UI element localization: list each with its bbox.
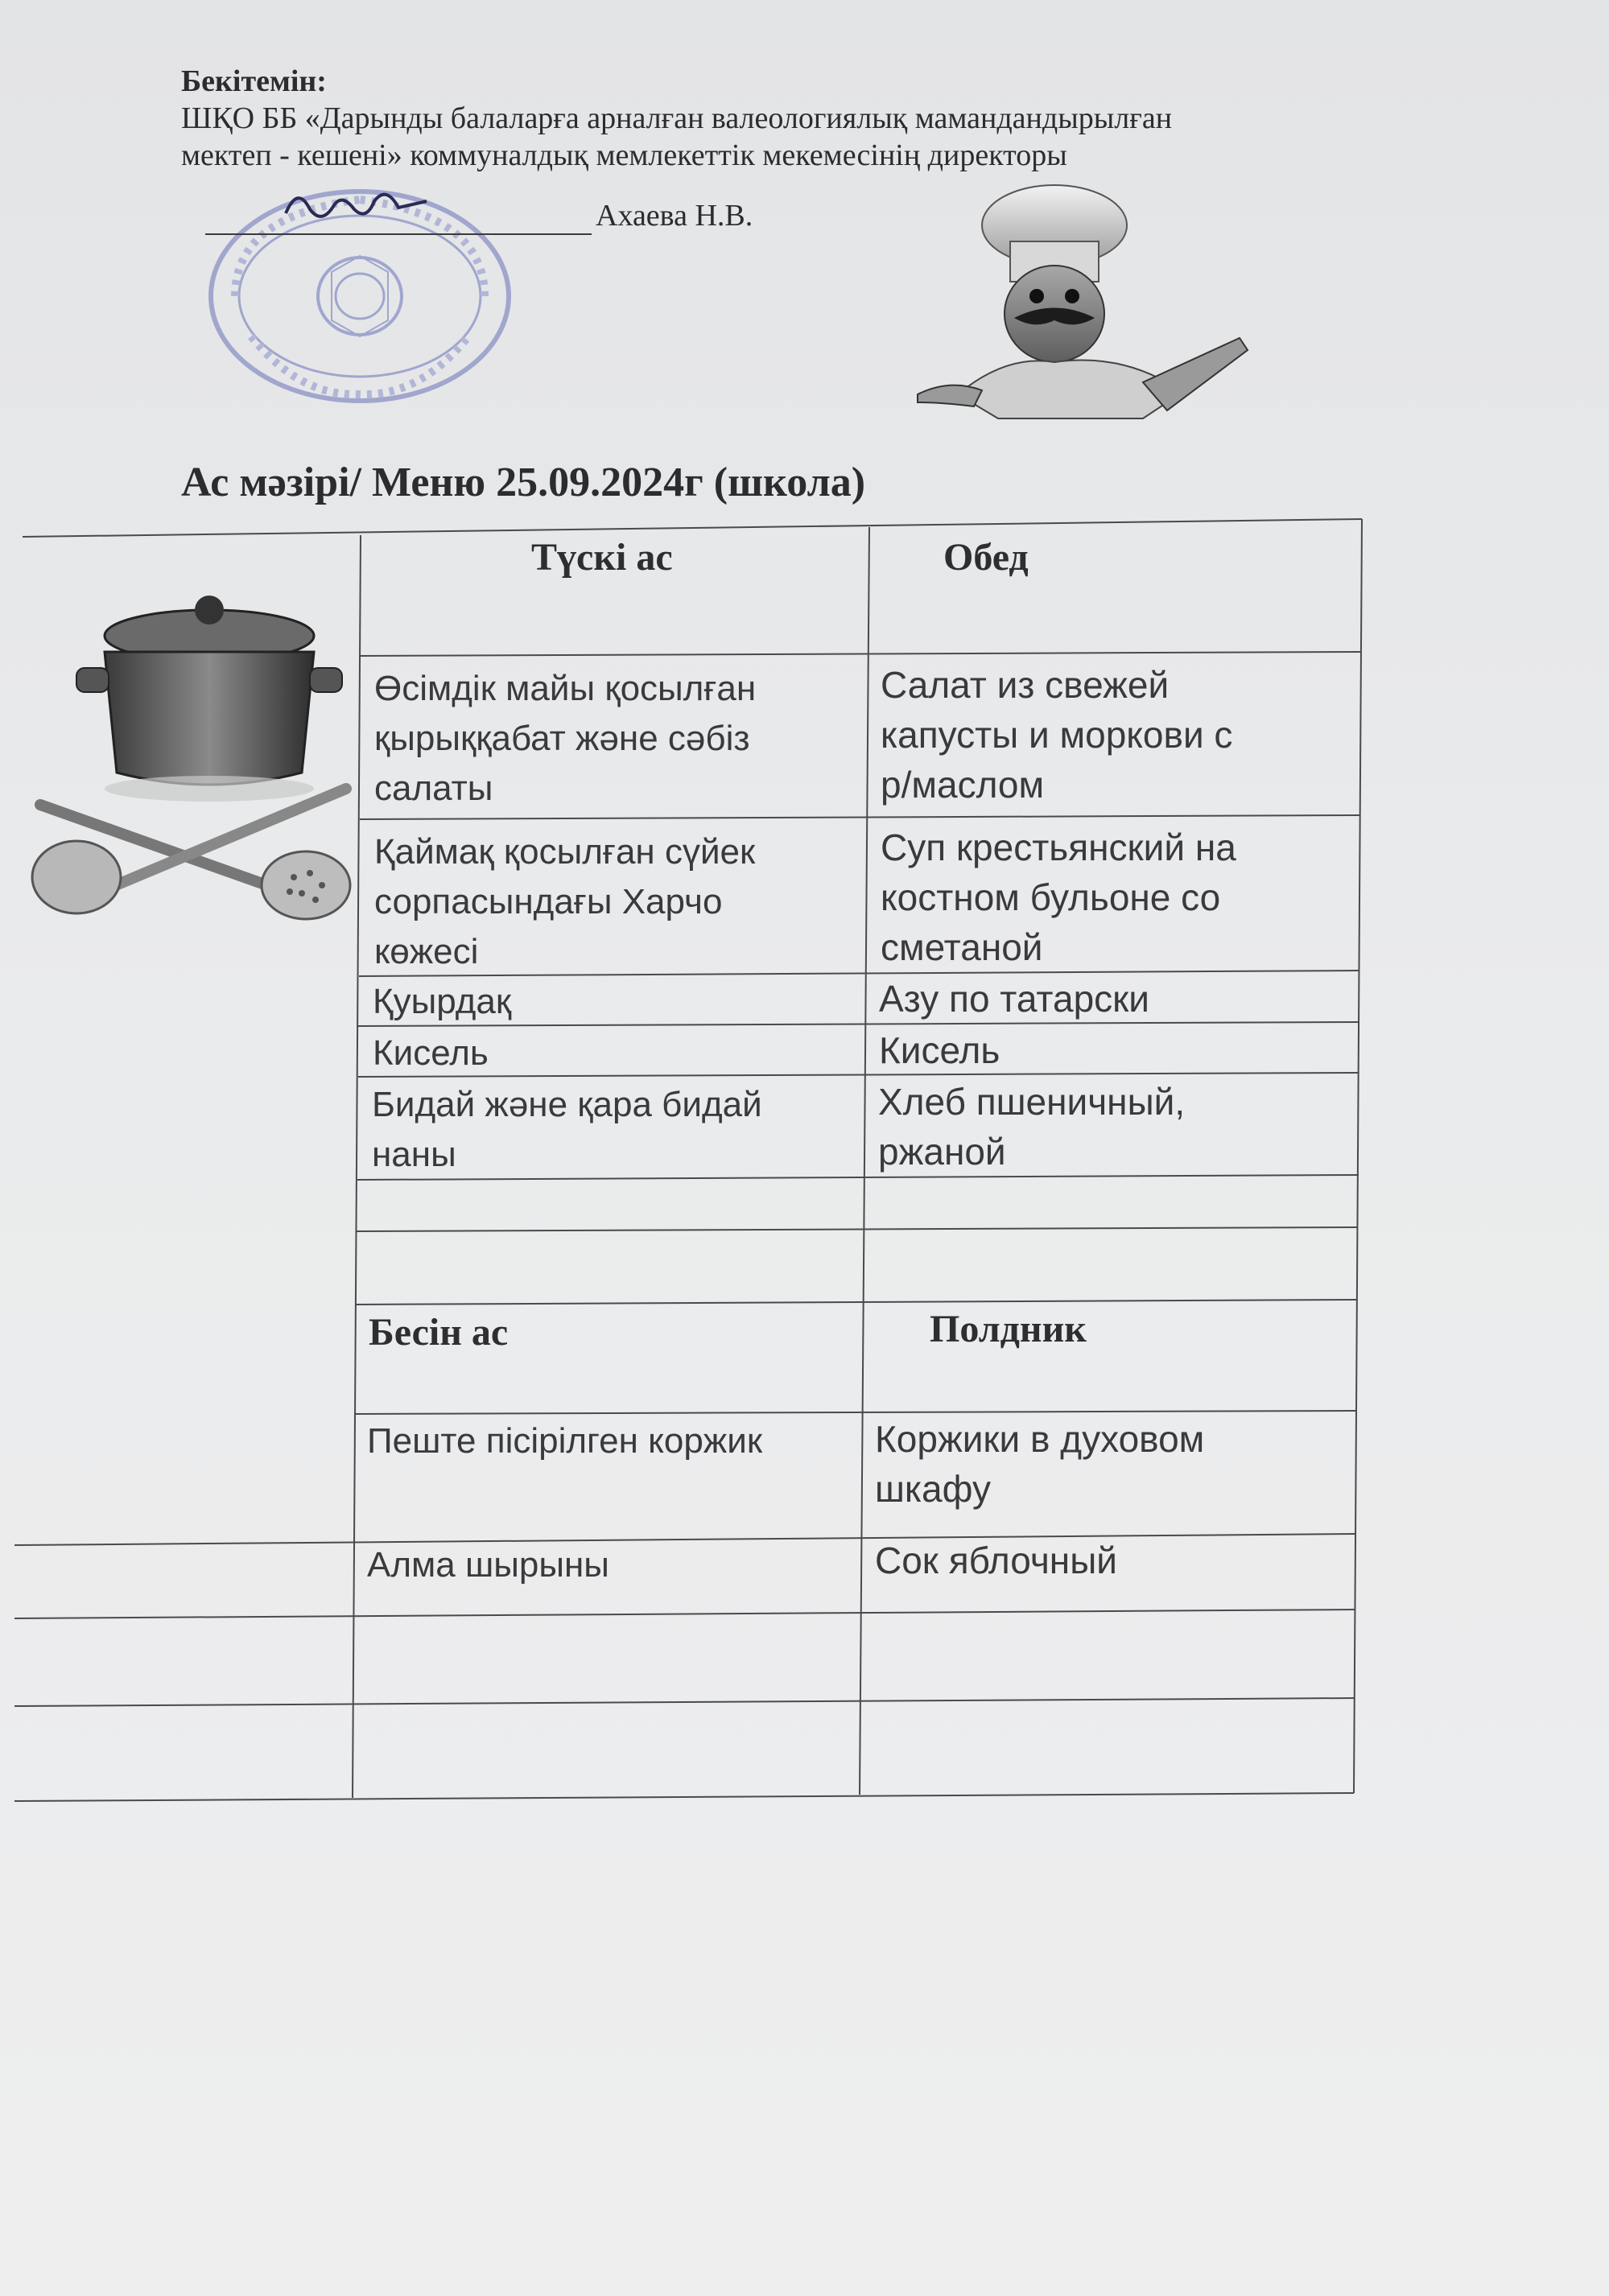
lunch-item-5-kz: Бидай және қара бидай наны: [372, 1085, 762, 1174]
lunch-header-ru: Обед: [943, 536, 1029, 579]
approval-line-2: мектеп - кешені» коммуналдық мемлекеттік мекемесінің директоры: [181, 138, 1067, 172]
snack-item-1-kz: Пеште пісірілген коржик: [367, 1421, 763, 1461]
snack-item-2-ru: Сок яблочный: [875, 1540, 1117, 1581]
chef-illustration: [901, 177, 1264, 435]
lunch-item-4-kz: Кисель: [373, 1033, 489, 1073]
lunch-item-2-kz: Қаймақ қосылған сүйек сорпасындағы Харчо көжесі: [374, 832, 756, 971]
approval-block: [181, 63, 1469, 174]
snack-item-2-kz: Алма шырыны: [367, 1545, 609, 1585]
lunch-item-1-kz: Өсімдік майы қосылған қырыққабат және сәбіз салаты: [374, 669, 757, 808]
approval-label: Бекітемін:: [181, 64, 327, 98]
lunch-item-1-ru: Салат из свежей капусты и моркови с р/маслом: [881, 664, 1233, 806]
approval-line-1: ШҚО ББ «Дарынды балаларға арналған валеологиялық мамандандырылған: [181, 101, 1173, 135]
signature-row: [201, 193, 1006, 241]
signer-name: Ахаева Н.В.: [596, 199, 753, 233]
snack-item-1-ru: Коржики в духовом шкафу: [875, 1418, 1205, 1510]
menu-title: Ас мәзірі/ Меню 25.09.2024г (школа): [181, 460, 866, 505]
snack-header-ru: Полдник: [930, 1308, 1087, 1350]
lunch-item-4-ru: Кисель: [879, 1029, 1000, 1071]
lunch-header-kz: Түскі ас: [531, 536, 673, 579]
lunch-item-3-kz: Қуырдақ: [373, 982, 512, 1021]
signature-line: [205, 233, 592, 235]
pot-illustration: [24, 587, 362, 925]
signature-mark: [278, 177, 439, 233]
snack-header-kz: Бесін ас: [369, 1311, 509, 1354]
lunch-item-2-ru: Суп крестьянский на костном бульоне со сметаной: [881, 826, 1236, 968]
lunch-item-3-ru: Азу по татарски: [879, 978, 1149, 1020]
lunch-item-5-ru: Хлеб пшеничный, ржаной: [878, 1081, 1186, 1173]
